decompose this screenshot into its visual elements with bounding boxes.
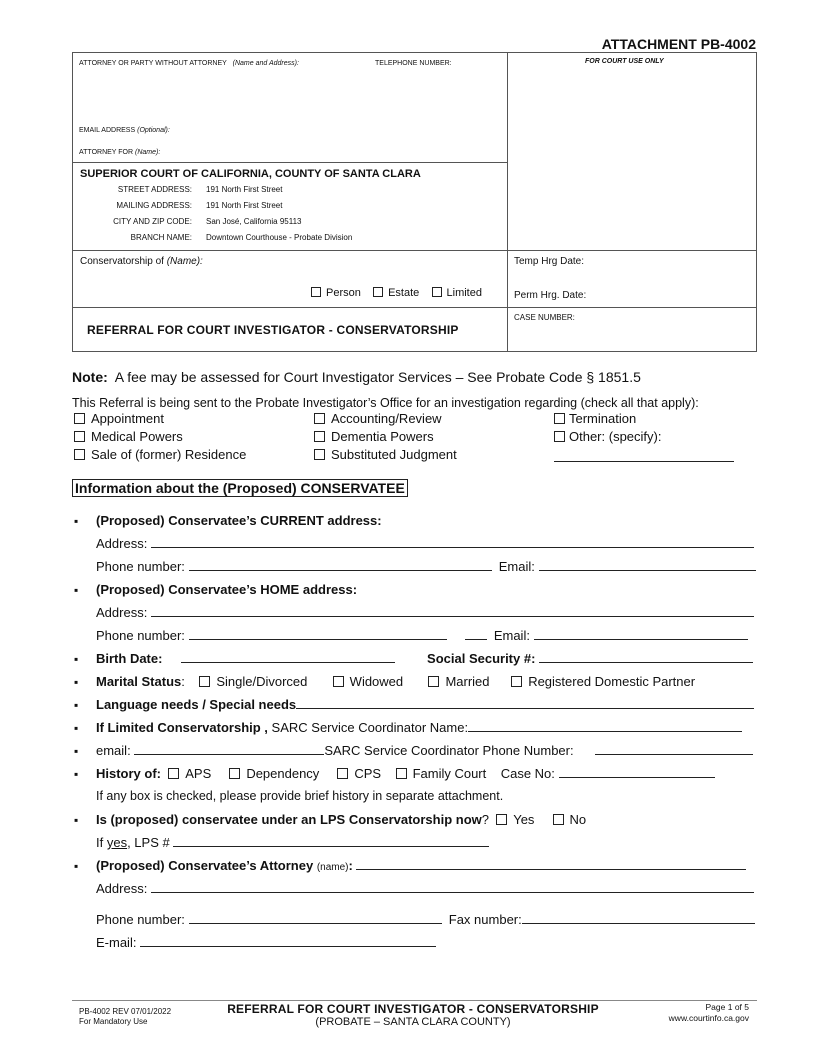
- perm-hrg-label: Perm Hrg. Date:: [514, 290, 587, 301]
- current-address-title: (Proposed) Conservatee’s CURRENT address:: [96, 513, 382, 528]
- lps-no-checkbox[interactable]: [553, 814, 564, 825]
- footer-subtitle: (PROBATE – SANTA CLARA COUNTY): [315, 1016, 511, 1028]
- telephone-label: TELEPHONE NUMBER:: [375, 60, 452, 67]
- limited-row: If Limited Conservatorship , SARC Service Coordinator Name:: [96, 720, 742, 735]
- attorney-label: ATTORNEY OR PARTY WITHOUT ATTORNEY (Name and Address):: [79, 60, 299, 67]
- lps-number-input[interactable]: [173, 835, 489, 847]
- aps-checkbox[interactable]: [168, 768, 179, 779]
- attorney-fax-input[interactable]: [522, 912, 755, 924]
- footer-title: REFERRAL FOR COURT INVESTIGATOR - CONSERVATORSHIP: [227, 1002, 599, 1016]
- conservatorship-type-options: [311, 287, 482, 299]
- footer-right: [669, 1002, 749, 1024]
- footer-divider: [72, 1000, 757, 1001]
- option-substituted-judgment[interactable]: Substituted Judgment: [314, 446, 457, 464]
- history-row: History of: APS Dependency CPS Family Court Case No:: [96, 766, 715, 781]
- option-dementia-powers[interactable]: Dementia Powers: [314, 428, 457, 446]
- court-use-label: FOR COURT USE ONLY: [585, 58, 664, 65]
- street-value: 191 North First Street: [206, 185, 283, 194]
- estate-checkbox[interactable]: [373, 287, 383, 297]
- referral-options-col2: [314, 410, 457, 464]
- city-value: San José, California 95113: [206, 217, 302, 226]
- home-address-title: (Proposed) Conservatee’s HOME address:: [96, 582, 358, 597]
- person-label: Person: [326, 287, 361, 299]
- footer-mandatory: For Mandatory Use: [79, 1017, 148, 1026]
- family-court-checkbox[interactable]: [396, 768, 407, 779]
- home-address-input[interactable]: [151, 605, 754, 617]
- sarc-email-input[interactable]: [134, 743, 324, 755]
- attorney-email-row: E-mail:: [96, 935, 436, 950]
- branch-value: Downtown Courthouse - Probate Division: [206, 233, 353, 242]
- limited-label: Limited: [446, 287, 482, 299]
- attorney-for-label: ATTORNEY FOR (Name):: [79, 149, 161, 156]
- attorney-phone-input[interactable]: [189, 912, 442, 924]
- footer-website: www.courtinfo.ca.gov: [668, 1013, 749, 1023]
- language-row: Language needs / Special needs: [96, 697, 754, 712]
- option-accounting-review[interactable]: Accounting/Review: [314, 410, 457, 428]
- birth-date-row: Birth Date: Social Security #:: [96, 651, 753, 666]
- estate-label: Estate: [388, 287, 420, 299]
- single-checkbox[interactable]: [199, 676, 210, 687]
- mailing-value: 191 North First Street: [206, 201, 283, 210]
- referral-options-col1: [74, 410, 246, 464]
- home-email-input[interactable]: [534, 628, 748, 640]
- current-address-input[interactable]: [151, 536, 754, 548]
- history-note: If any box is checked, please provide brief history in separate attachment.: [96, 789, 504, 803]
- footer-page: Page 1 of 5: [705, 1002, 749, 1012]
- email-label: EMAIL ADDRESS (Optional):: [79, 127, 170, 134]
- birth-date-input[interactable]: [181, 651, 395, 663]
- option-medical-powers[interactable]: Medical Powers: [74, 428, 246, 446]
- sarc-phone-input[interactable]: [595, 743, 753, 755]
- attorney-name-input[interactable]: [356, 858, 746, 870]
- lps-row: Is (proposed) conservatee under an LPS Conservatorship now? Yes No: [96, 812, 587, 827]
- footer-form-number: PB-4002 REV 07/01/2022: [79, 1007, 172, 1016]
- option-sale-residence[interactable]: Sale of (former) Residence: [74, 446, 246, 464]
- fee-note: Note: A fee may be assessed for Court Investigator Services – See Probate Code § 1851.5: [72, 369, 641, 385]
- city-label: CITY AND ZIP CODE:: [113, 217, 192, 226]
- lps-number-row: If yes, LPS #: [96, 835, 489, 850]
- case-no-input[interactable]: [559, 766, 715, 778]
- case-number-label: CASE NUMBER:: [514, 313, 575, 322]
- lps-yes-checkbox[interactable]: [496, 814, 507, 825]
- sarc-name-input[interactable]: [468, 720, 742, 732]
- conservatorship-label: Conservatorship of (Name):: [80, 256, 203, 267]
- option-other[interactable]: Other: (specify):: [554, 428, 734, 446]
- home-phone-input[interactable]: [189, 628, 447, 640]
- ssn-input[interactable]: [539, 651, 753, 663]
- domestic-partner-checkbox[interactable]: [511, 676, 522, 687]
- attorney-row: (Proposed) Conservatee’s Attorney (name):: [96, 858, 746, 873]
- branch-label: BRANCH NAME:: [130, 233, 192, 242]
- footer-left: [79, 1007, 171, 1027]
- attorney-phone-row: Phone number: Fax number:: [96, 912, 755, 927]
- footer-center: [180, 1002, 646, 1028]
- section-title: Information about the (Proposed) CONSERVATEE: [72, 479, 408, 497]
- form-title: REFERRAL FOR COURT INVESTIGATOR - CONSERVATORSHIP: [87, 323, 459, 337]
- home-phone-row: Phone number: Email:: [96, 628, 748, 643]
- court-name: SUPERIOR COURT OF CALIFORNIA, COUNTY OF SANTA CLARA: [80, 168, 421, 180]
- cps-checkbox[interactable]: [337, 768, 348, 779]
- current-address-row: Address:: [96, 536, 754, 551]
- caption-box: [72, 52, 757, 352]
- language-input[interactable]: [296, 697, 754, 709]
- current-email-input[interactable]: [539, 559, 756, 571]
- attorney-address-row: Address:: [96, 881, 754, 896]
- person-checkbox[interactable]: [311, 287, 321, 297]
- street-label: STREET ADDRESS:: [117, 185, 192, 194]
- married-checkbox[interactable]: [428, 676, 439, 687]
- option-appointment[interactable]: Appointment: [74, 410, 246, 428]
- referral-options-col3: [554, 410, 734, 462]
- attachment-label: ATTACHMENT PB-4002: [601, 36, 756, 52]
- attorney-email-input[interactable]: [140, 935, 436, 947]
- marital-status-row: Marital Status: Single/Divorced Widowed Married Registered Domestic Partner: [96, 674, 696, 689]
- option-termination[interactable]: Termination: [554, 410, 734, 428]
- widowed-checkbox[interactable]: [333, 676, 344, 687]
- other-specify-line[interactable]: [554, 456, 734, 462]
- current-phone-row: Phone number: Email:: [96, 559, 756, 574]
- temp-hrg-label: Temp Hrg Date:: [514, 256, 585, 267]
- referral-intro: This Referral is being sent to the Probate Investigator’s Office for an investigation regarding (check all that apply):: [72, 396, 699, 410]
- mailing-label: MAILING ADDRESS:: [116, 201, 192, 210]
- limited-checkbox[interactable]: [432, 287, 442, 297]
- current-phone-input[interactable]: [189, 559, 492, 571]
- dependency-checkbox[interactable]: [229, 768, 240, 779]
- home-address-row: Address:: [96, 605, 754, 620]
- attorney-address-input[interactable]: [151, 881, 754, 893]
- sarc-contact-row: email: SARC Service Coordinator Phone Number:: [96, 743, 753, 758]
